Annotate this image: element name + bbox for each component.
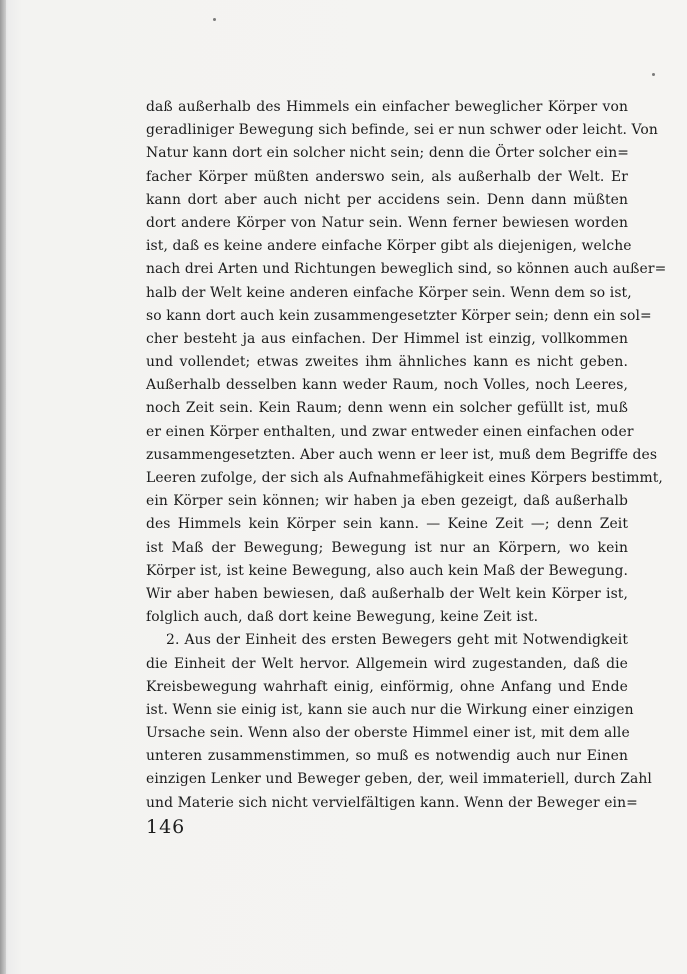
text-line: ein Körper sein können; wir haben ja eben gezeigt, daß außerhalb [146, 493, 628, 510]
text-line: die Einheit der Welt hervor. Allgemein wird zugestanden, daß die [146, 655, 628, 672]
text-line: und vollendet; etwas zweites ihm ähnliches kann es nicht geben. [146, 354, 628, 371]
page-number: 146 [146, 816, 186, 838]
text-line: des Himmels kein Körper sein kann. — Keine Zeit —; denn Zeit [146, 516, 628, 533]
text-line: 2. Aus der Einheit des ersten Bewegers geht mit Notwendigkeit [166, 632, 628, 649]
binding-edge [0, 0, 6, 974]
text-line: noch Zeit sein. Kein Raum; denn wenn ein solcher gefüllt ist, muß [146, 400, 628, 417]
text-line: dort andere Körper von Natur sein. Wenn ferner bewiesen worden [146, 214, 628, 231]
text-line: folglich auch, daß dort keine Bewegung, keine Zeit ist. [146, 609, 539, 626]
text-line: Leeren zufolge, der sich als Aufnahmefähigkeit eines Körpers bestimmt, [146, 470, 663, 486]
text-line: Ursache sein. Wenn also der oberste Himmel einer ist, mit dem alle [146, 725, 630, 742]
text-line: unteren zusammenstimmen, so muß es notwendig auch nur Einen [146, 748, 628, 765]
text-line: geradliniger Bewegung sich befinde, sei er nun schwer oder leicht. Von [146, 122, 658, 139]
text-line: Körper ist, ist keine Bewegung, also auch kein Maß der Bewegung. [146, 562, 628, 579]
text-line: daß außerhalb des Himmels ein einfacher beweglicher Körper von [146, 99, 628, 115]
text-line: ist Maß der Bewegung; Bewegung ist nur an Körpern, wo kein [146, 539, 628, 556]
paper-speck [652, 73, 655, 76]
text-line: Außerhalb desselben kann weder Raum, noch Volles, noch Leeres, [146, 377, 628, 394]
body-text [146, 96, 667, 815]
paper-speck [213, 18, 216, 21]
text-line: kann dort aber auch nicht per accidens sein. Denn dann müßten [146, 191, 628, 208]
text-line: facher Körper müßten anderswo sein, als außerhalb der Welt. Er [146, 168, 628, 185]
text-line: cher besteht ja aus einfachen. Der Himmel ist einzig, vollkommen [146, 330, 628, 347]
text-line: ist, daß es keine andere einfache Körper gibt als diejenigen, welche [146, 238, 632, 255]
text-line: Wir aber haben bewiesen, daß außerhalb der Welt kein Körper ist, [146, 585, 628, 602]
text-line: nach drei Arten und Richtungen beweglich sind, so können auch außer= [146, 261, 667, 278]
text-line: Natur kann dort ein solcher nicht sein; denn die Örter solcher ein= [146, 145, 629, 162]
text-line: halb der Welt keine anderen einfache Körper sein. Wenn dem so ist, [146, 284, 632, 301]
text-line: er einen Körper enthalten, und zwar entweder einen einfachen oder [146, 423, 634, 440]
text-line: zusammengesetzten. Aber auch wenn er leer ist, muß dem Begriffe des [146, 446, 658, 463]
text-line: einzigen Lenker und Beweger geben, der, weil immateriell, durch Zahl [146, 771, 652, 788]
text-line: Kreisbewegung wahrhaft einig, einförmig, ohne Anfang und Ende [146, 678, 628, 695]
text-line: und Materie sich nicht vervielfältigen kann. Wenn der Beweger ein= [146, 794, 638, 811]
text-line: ist. Wenn sie einig ist, kann sie auch nur die Wirkung einer einzigen [146, 701, 634, 718]
text-line: so kann dort auch kein zusammengesetzter Körper sein; denn ein sol= [146, 307, 652, 324]
